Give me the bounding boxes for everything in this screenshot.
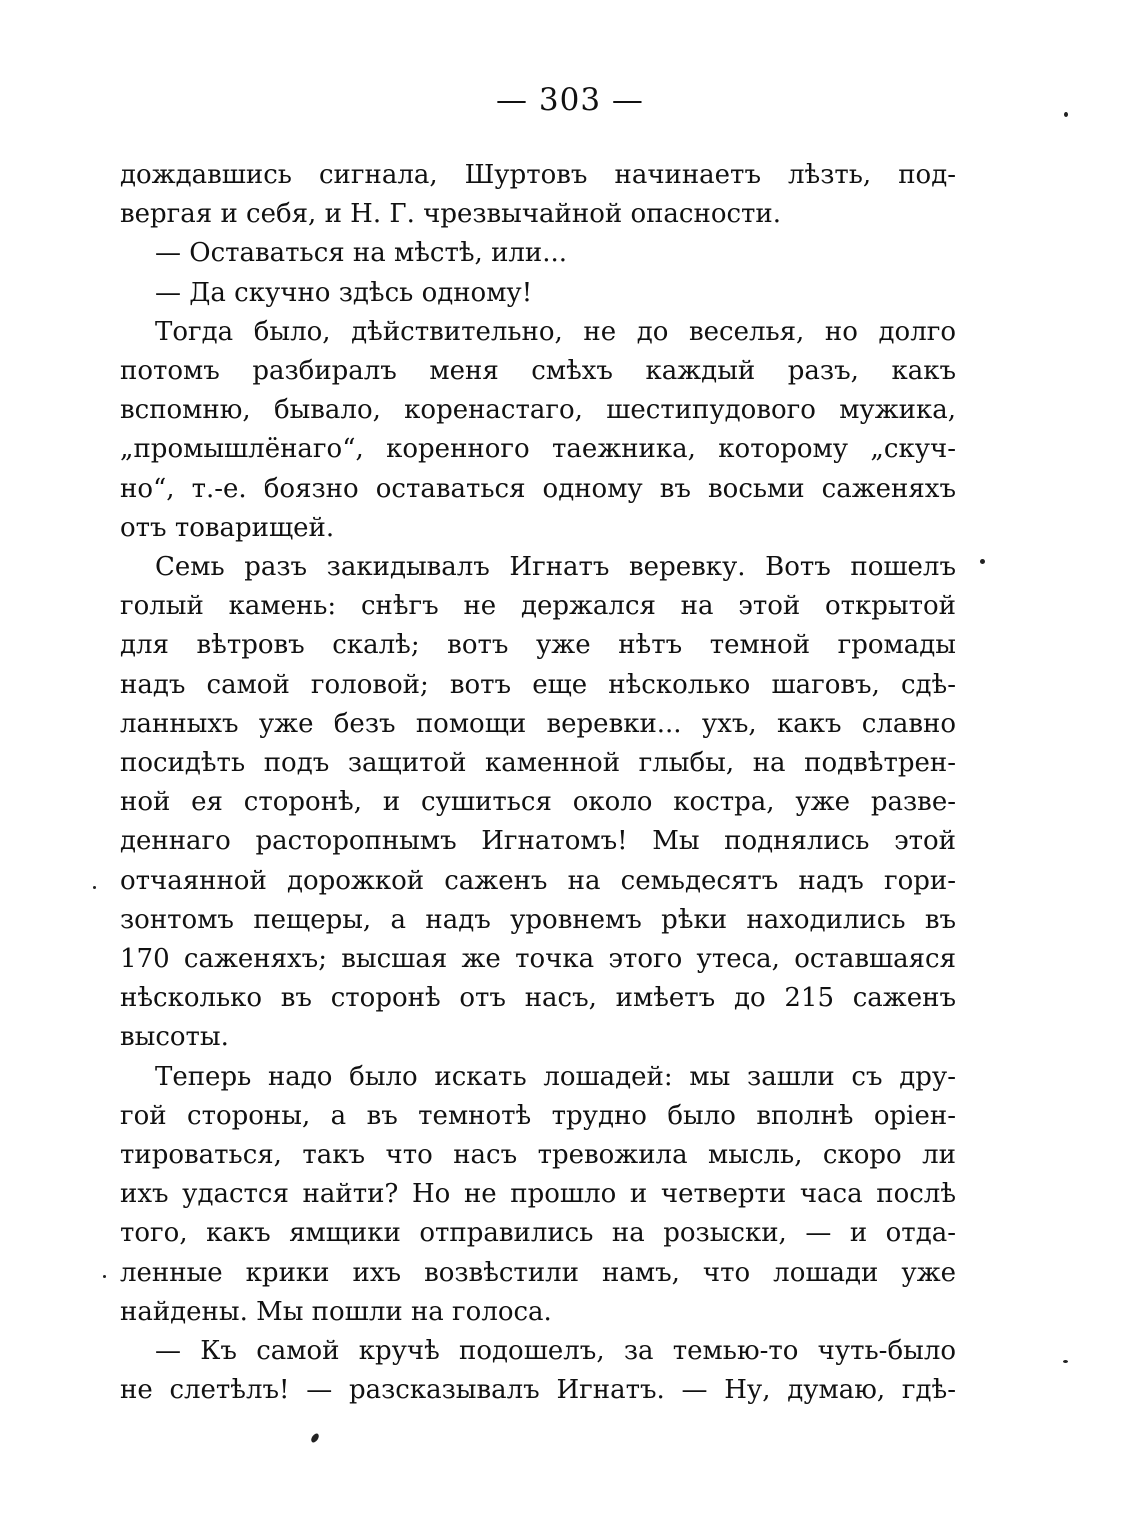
text-line: высоты. xyxy=(120,1022,229,1053)
text-line: голый камень: снѣгъ не держался на этой открытой xyxy=(120,591,956,622)
text-line: нѣсколько въ сторонѣ отъ насъ, имѣетъ до 215 саженъ xyxy=(120,983,956,1014)
scan-speck xyxy=(103,1275,106,1278)
scan-speck xyxy=(310,1432,321,1444)
text-line: отчаянной дорожкой саженъ на семьдесятъ надъ гори- xyxy=(120,865,956,896)
text-line: Теперь надо было искать лошадей: мы зашли съ дру- xyxy=(155,1061,956,1092)
text-line: деннаго расторопнымъ Игнатомъ! Мы поднялись этой xyxy=(120,826,956,857)
text-line: отъ товарищей. xyxy=(120,512,335,543)
text-line: потомъ разбиралъ меня смѣхъ каждый разъ, какъ xyxy=(120,356,956,387)
text-line: но“, т.-е. боязно оставаться одному въ восьми саженяхъ xyxy=(120,473,956,504)
text-line: надъ самой головой; вотъ еще нѣсколько шаговъ, сдѣ- xyxy=(120,669,956,700)
scan-speck xyxy=(93,886,96,889)
text-line: ной ея сторонѣ, и сушиться около костра, уже разве- xyxy=(120,787,956,818)
text-line: Семь разъ закидывалъ Игнатъ веревку. Вотъ пошелъ xyxy=(155,552,956,583)
text-line: — Къ самой кручѣ подошелъ, за темью-то чуть-было xyxy=(155,1336,956,1367)
text-line: того, какъ ямщики отправились на розыски, — и отда- xyxy=(120,1218,956,1249)
text-line: Тогда было, дѣйствительно, не до веселья, но долго xyxy=(155,316,956,347)
text-line: — Оставаться на мѣстѣ, или... xyxy=(155,238,568,269)
text-line: вспомню, бывало, коренастаго, шестипудового мужика, xyxy=(120,395,956,426)
text-line: ланныхъ уже безъ помощи веревки... ухъ, какъ славно xyxy=(120,708,956,739)
text-line: ихъ удастся найти? Но не прошло и четверти часа послѣ xyxy=(120,1179,956,1210)
text-line: ленные крики ихъ возвѣстили намъ, что лошади уже xyxy=(120,1257,956,1288)
scan-speck xyxy=(1064,112,1068,117)
text-line: зонтомъ пещеры, а надъ уровнемъ рѣки находились въ xyxy=(120,904,956,935)
text-line: не слетѣлъ! — разсказывалъ Игнатъ. — Ну, думаю, гдѣ- xyxy=(120,1375,956,1406)
text-line: для вѣтровъ скалѣ; вотъ уже нѣтъ темной громады xyxy=(120,630,956,661)
text-line: тироваться, такъ что насъ тревожила мысль, скоро ли xyxy=(120,1140,956,1171)
text-line: дождавшись сигнала, Шуртовъ начинаетъ лѣзть, под- xyxy=(120,160,956,190)
text-line: найдены. Мы пошли на голоса. xyxy=(120,1296,552,1327)
text-line: 170 саженяхъ; высшая же точка этого утеса, оставшаяся xyxy=(120,944,956,975)
body-text xyxy=(120,156,956,1411)
scan-speck xyxy=(1063,1360,1068,1363)
text-line: вергая и себя, и Н. Г. чрезвычайной опасности. xyxy=(120,199,782,230)
page-number: — 303 — xyxy=(496,82,644,118)
text-line: — Да скучно здѣсь одному! xyxy=(155,277,533,308)
text-line: гой стороны, а въ темнотѣ трудно было вполнѣ оріен- xyxy=(120,1100,956,1131)
text-line: посидѣть подъ защитой каменной глыбы, на подвѣтрен- xyxy=(120,748,956,779)
scan-speck xyxy=(980,559,985,564)
text-line: „промышлёнаго“, коренного таежника, которому „скуч- xyxy=(120,434,956,465)
